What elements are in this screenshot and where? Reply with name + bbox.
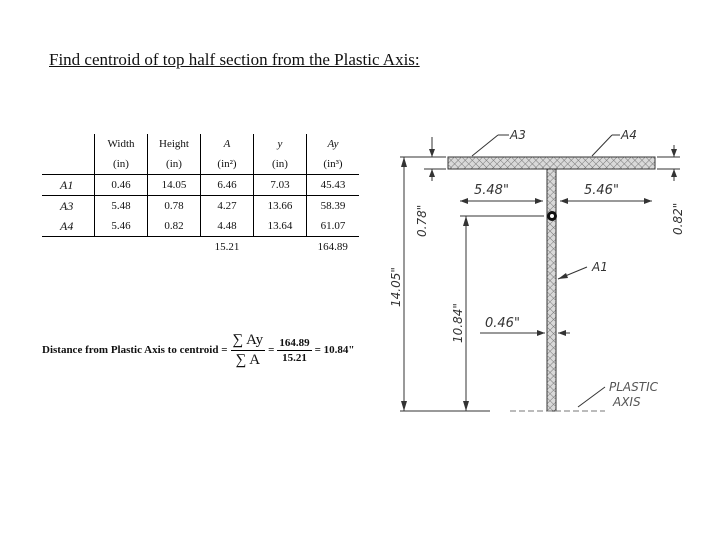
total-height-label: 14.05" [389, 267, 403, 307]
col-header-width: Width [95, 134, 148, 154]
cell-width: 5.48 [95, 196, 148, 217]
totals-row [42, 237, 359, 258]
a3-leader [472, 135, 498, 156]
total-area: 15.21 [214, 241, 240, 253]
a4-label: A4 [621, 128, 637, 142]
formula-label: Distance from Plastic Axis to centroid = [42, 344, 228, 356]
plastic-axis-label-1: PLASTIC [609, 380, 658, 394]
cell-y: 13.64 [254, 216, 307, 237]
cell-y: 7.03 [254, 175, 307, 196]
cell-area: 6.46 [201, 175, 254, 196]
cell-height: 0.82 [148, 216, 201, 237]
cell-y: 13.66 [254, 196, 307, 217]
a1-label: A1 [592, 260, 608, 274]
unit-width: (in) [95, 154, 148, 175]
table-header-row-2 [42, 154, 359, 175]
centroid-distance-label: 10.84" [451, 303, 465, 343]
t-section-drawing [380, 125, 700, 425]
cell-height: 0.78 [148, 196, 201, 217]
table-row [42, 216, 359, 237]
plastic-axis-label-2: AXIS [613, 395, 641, 409]
cell-height: 14.05 [148, 175, 201, 196]
page-title: Find centroid of top half section from the Plastic Axis: [49, 50, 420, 69]
row-label: A3 [42, 196, 95, 217]
cell-width: 0.46 [95, 175, 148, 196]
sum-ay-value: 164.89 [279, 336, 310, 349]
right-flange-width-label: 5.46" [584, 183, 619, 198]
sum-a-value: 15.21 [282, 351, 307, 364]
cell-area: 4.48 [201, 216, 254, 237]
left-thickness-label: 0.78" [415, 204, 429, 237]
table-row [42, 196, 359, 217]
a4-leader [592, 135, 612, 156]
cell-ay: 61.07 [307, 216, 360, 237]
col-header-y: y [254, 134, 307, 154]
right-thickness-label: 0.82" [671, 202, 685, 235]
col-header-height: Height [148, 134, 201, 154]
unit-ay: (in³) [307, 154, 360, 175]
sum-a-symbol: ∑ A [235, 351, 261, 368]
col-header-ay: Ay [307, 134, 360, 154]
unit-area: (in²) [201, 154, 254, 175]
cell-width: 5.46 [95, 216, 148, 237]
total-ay: 164.89 [317, 241, 348, 253]
unit-height: (in) [148, 154, 201, 175]
cell-area: 4.27 [201, 196, 254, 217]
cell-ay: 58.39 [307, 196, 360, 217]
properties-table [42, 134, 359, 257]
formula-result: = 10.84" [314, 344, 355, 356]
symbol-fraction [231, 332, 266, 369]
cell-ay: 45.43 [307, 175, 360, 196]
table-header-row-1 [42, 134, 359, 154]
a3-label: A3 [510, 128, 526, 142]
unit-y: (in) [254, 154, 307, 175]
centroid-formula: Distance from Plastic Axis to centroid = $\frac{\sum Ay}{\sum A}$ = $\frac{164.89}{15.21}$ = 10.84" [42, 331, 355, 368]
col-header-area: A [201, 134, 254, 154]
value-fraction [277, 337, 311, 364]
plastic-axis-leader [578, 387, 605, 407]
table-row [42, 175, 359, 196]
left-flange-width-label: 5.48" [474, 183, 509, 198]
row-label: A1 [42, 175, 95, 196]
web-thickness-label: 0.46" [485, 316, 520, 331]
sum-ay-symbol: ∑ Ay [231, 332, 266, 351]
row-label: A4 [42, 216, 95, 237]
